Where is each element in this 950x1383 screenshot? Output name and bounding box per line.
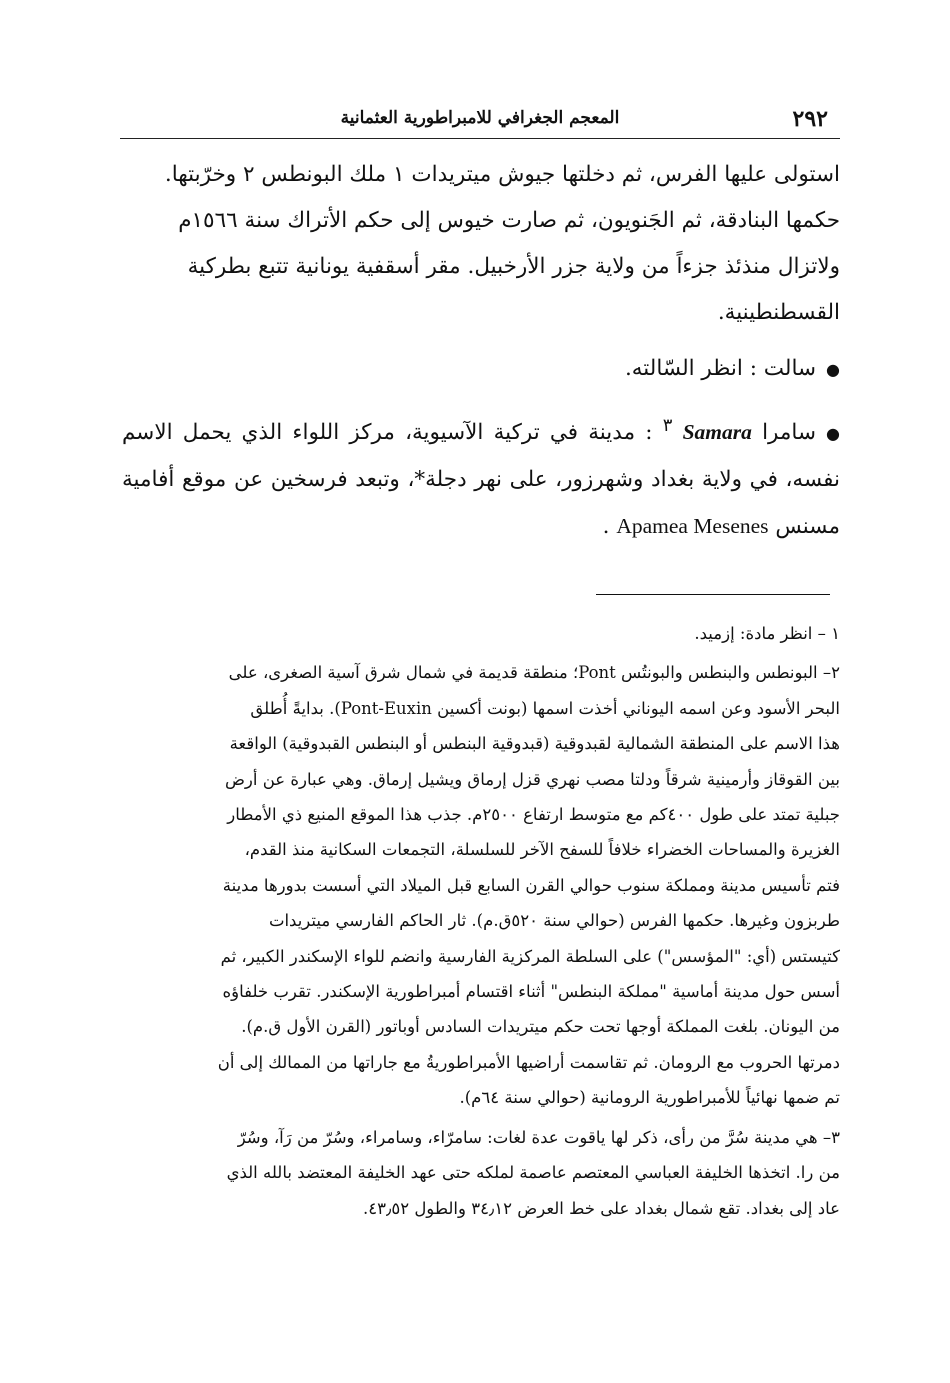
text-line: حكمها البنادقة، ثم الجَنويون، ثم صارت خيوس إلى حكم الأتراك سنة ١٥٦٦م bbox=[178, 208, 840, 233]
footnote-ref: ٣ bbox=[662, 415, 673, 436]
entry-samarra bbox=[122, 403, 840, 550]
footnotes bbox=[122, 616, 840, 1226]
footnote-2-line: من اليونان. بلغت المملكة أوجها تحت حكم ميتريدات السادس أوباتور (القرن الأول ق.م). bbox=[241, 1017, 840, 1037]
entry-text: أفامية مسنس bbox=[122, 467, 840, 540]
footnote-2-line: جبلية تمتد على طول ٤٠٠كم مع متوسط ارتفاع ٢٥٠٠م. جذب هذا الموقع المنيع ذي الأمطار bbox=[227, 805, 840, 825]
footnote-2-line: تم ضمها نهائياً للأمبراطورية الرومانية (حوالي سنة ٦٤م). bbox=[459, 1088, 840, 1108]
footnote-divider bbox=[596, 594, 830, 595]
entry-text: نفسه، في ولاية بغداد وشهرزور، على نهر دجلة*، وتبعد فرسخين عن موقع bbox=[181, 467, 840, 493]
footnote-1: ١ – انظر مادة: إزميد. bbox=[694, 624, 840, 643]
footnote-2-line: ٢– البونطس والبنطس والبونتُس Pont؛ منطقة قديمة في شمال شرق آسية الصغرى، على bbox=[228, 663, 840, 683]
footnote-3-line: عاد إلى بغداد. تقع شمال بغداد على خط العرض ٣٤٫١٢ والطول ٤٣٫٥٢. bbox=[363, 1198, 840, 1218]
entry-text: . bbox=[602, 514, 610, 540]
text-line: استولى عليها الفرس، ثم دخلتها جيوش ميتريدات ١ ملك البونطس ٢ وخرّبتها. bbox=[164, 162, 840, 187]
footnote-2-line: بين القوقاز وأرمينية شرقاً ودلتا مصب نهري قزل إرماق ويشيل إرماق. وهي عبارة عن أرض bbox=[224, 769, 840, 789]
main-text bbox=[122, 152, 840, 550]
page-header bbox=[120, 102, 840, 139]
text-line: القسطنطينية. bbox=[717, 300, 840, 325]
text-line: ولاتزال منذئذ جزءاً من ولاية جزر الأرخبيل. مقر أسقفية يونانية تتبع بطركية bbox=[187, 254, 840, 279]
running-title: المعجم الجغرافي للامبراطورية العثمانية bbox=[340, 108, 620, 128]
entry-headword-latin: Samara bbox=[682, 420, 752, 445]
page-number: ٢٩٢ bbox=[792, 106, 828, 132]
footnote-2-line: كتيستس (أي: "المؤسس") على السلطة المركزية الفارسية وانضم للواء الإسكندر الكبير، ثم bbox=[220, 946, 840, 966]
footnote-3-line: من را. اتخذها الخليفة العباسي المعتصم عاصمة لملكه حتى عهد الخليفة المعتضد بالله الذي bbox=[226, 1163, 840, 1183]
footnote-2-line: فتم تأسيس مدينة ومملكة سنوب حوالي القرن السابع قبل الميلاد التي أسست بدورها مدينة bbox=[222, 875, 840, 895]
entry-latin-name: Apamea Mesenes bbox=[616, 514, 769, 539]
footnote-3-line: ٣– هي مدينة سُرَّ من رأى، ذكر لها ياقوت عدة لغات: سامرّاء، وسامراء، وسُرّ من رَآ، وسُرّ bbox=[237, 1127, 840, 1147]
footnote-2-line: دمرتها الحروب مع الرومان. ثم تقاسمت أراضيها الأمبراطوريةُ مع جاراتها من الممالك إلى أن bbox=[217, 1052, 840, 1072]
footnote-2-line: أسس حول مدينة أماسية "مملكة البنطس" أثناء اقتسام أمبراطورية الإسكندر. تقرب خلفاؤه bbox=[222, 982, 840, 1002]
entry-salit bbox=[122, 346, 840, 393]
entry-text: : مدينة في تركية الآسيوية، مركز اللواء الذي يحمل الاسم bbox=[122, 420, 653, 446]
footnote-2-line: الغزيرة والمساحات الخضراء خلافاً للسفح الآخر للسلسلة، التجمعات السكانية منذ القدم، bbox=[244, 840, 840, 860]
entry-headword: سامرا bbox=[762, 420, 816, 446]
footnote-2-line: البحر الأسود وعن اسمه اليوناني أخذت اسمها (بونت أكسين Pont-Euxin). بدايةً أُطلق bbox=[250, 698, 840, 718]
entry-salit-text: سالت : انظر السّالته. bbox=[624, 356, 817, 381]
footnote-2-line: هذا الاسم على المنطقة الشمالية لقبدوقية (قبدوقية البنطس أو البنطس القبدوقية) الواقعة bbox=[229, 734, 840, 754]
bullet-icon: ● bbox=[826, 360, 840, 379]
footnote-2-line: طربزون وغيرها. حكمها الفرس (حوالي سنة ٥٢٠ق.م). ثار الحاكم الفارسي ميتريدات bbox=[268, 911, 840, 931]
bullet-icon: ● bbox=[826, 424, 840, 444]
